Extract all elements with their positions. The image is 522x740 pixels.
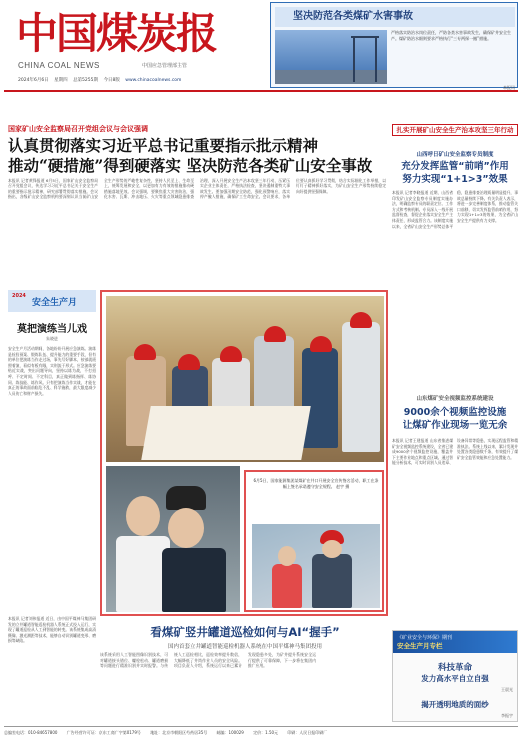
website-link[interactable]: www.chinacoalnews.com <box>125 78 182 83</box>
safety-month-logo <box>8 290 96 312</box>
safety-month-year: 2024 <box>12 293 26 299</box>
promo-byline: 本报讯 <box>503 85 515 90</box>
footer-price: 定价：1.50元 <box>253 730 279 735</box>
bottom-subhead: 国内首套立井罐道智能巡检机器人系统在中国平煤神马集团投用 <box>167 644 322 650</box>
sidebar-body: 本报讯 记者李晓报道 近期，山西省印发矿山安全监察专员制度实施办法，明确监察专员的职责定位、工作方式和考核机制。专员深入一线开展监督检查，督促企业落实安全生产主体责任，形成监管合力。该制度实施以来，全省矿山安全生产形势总体平稳，隐患排查治理质量明显提升，事故总量持续下降。有关负责人表示，将进一步完善制度体系，推动监管关口前移，切实发挥监管前哨作用，努力实现1+1>3的效果，为全省矿山安全生产提供有力支撑。 <box>392 190 518 229</box>
newspaper-english-name: CHINA COAL NEWS <box>18 61 100 70</box>
masthead-rule <box>4 90 518 92</box>
bottom-headline[interactable]: 看煤矿竖井罐道巡检如何与AI“握手” <box>150 625 340 639</box>
bottom-body: 该系统采用人工智能图像识别技术，可对罐道接头错位、螺栓松动、罐道磨损等问题进行精准识别并实时报警。与传统人工巡检相比，巡检效率提升数倍，大幅降低了井筒作业人员的安全风险。项目负责人介绍，系统运行以来已累计发现隐患多处，为矿井提升系统安全运行提供了可靠保障，下一步将在集团内推广应用。 <box>100 652 316 669</box>
sidebar-headline-line-1: 充分发挥监管“前哨”作用 <box>401 161 509 172</box>
journal-ad[interactable] <box>392 630 518 722</box>
ad-article-1-title[interactable]: 科技革命 <box>437 663 472 673</box>
video-headline-line-1: 9000余个视频监控设施 <box>403 407 507 418</box>
footer-address: 地址：北京市朝阳区芍药居35号 <box>150 730 208 735</box>
ad-article-1-subtitle: 发力高水平自立自强 <box>421 674 489 683</box>
column-body: 安全生产月活动期间，各地纷纷开展应急演练。演练是检验预案、锻炼队伍、提升能力的重要手段，但有的单位把演练当作走过场，事先写好脚本，按部就班照着演，看似有板有眼，实则流于形式。应急演练要贴近实战，突出问题导向，坚持以练为战，不打招呼、不定时间、不定科目，真正做到练指挥、练协同、练技能、练作风。只有把演练当作实战，才能在真正的事故面前临危不乱、科学施救，最大限度减少人员伤亡和财产损失。 <box>8 346 96 396</box>
headline-line-1: 认真贯彻落实习近平总书记重要指示批示精神 <box>8 136 319 155</box>
bottom-story-header <box>100 624 390 650</box>
ad-article-1-author: 王晨光 <box>501 687 513 692</box>
promo-box[interactable] <box>270 2 518 88</box>
photo-feature <box>100 290 388 616</box>
lead-headline[interactable] <box>8 136 386 176</box>
miner-with-child-photo <box>252 524 380 608</box>
sidebar-headline[interactable] <box>392 160 518 186</box>
dateline <box>18 77 268 83</box>
promo-text: 严格落实防治水岗位责任，严防各类水害事故发生，确保矿井安全生产。煤矿防治水细则要求严格执行“三专两探一撤”措施。 <box>391 30 511 41</box>
ad-article-2-author: 李振宇 <box>501 713 513 718</box>
issue-number: 总第5255期 <box>73 78 99 83</box>
column-title[interactable]: 莫把演练当儿戏 <box>17 324 87 335</box>
footer-license: 广告经营许可证：京东工商广字第0179号 <box>66 730 141 735</box>
video-headline-line-2: 让煤矿作业现场一览无余 <box>402 420 508 431</box>
issue-weekday: 星期四 <box>54 78 68 83</box>
page-count: 今日8版 <box>103 78 120 83</box>
ad-banner-title: 安全生产月专栏 <box>397 642 443 650</box>
masthead <box>4 4 266 88</box>
masthead-slogan: 中国应急管理部主管 <box>142 63 188 69</box>
sidebar-subhead: 山西呼日矿山安全监察专员制度 <box>416 152 494 158</box>
column-author: 朱晓进 <box>46 336 58 341</box>
newspaper-logo: 中国煤炭报 <box>16 9 217 58</box>
page-footer <box>4 726 518 738</box>
mine-tower-image <box>275 30 387 84</box>
issue-date: 2024年6月6日 <box>18 78 49 83</box>
ad-banner-text: 《矿业安全与环保》期刊 <box>397 635 453 641</box>
lead-body: 本报讯 记者黄锋报道 6月5日，国家矿山安全监察局召开党组会议，传达学习习近平总书记关于安全生产的重要指示批示精神，研究部署贯彻落实措施。会议指出，各级矿山安全监察机构要深刻认识当前矿山安全生产形势的严峻性复杂性，坚持人民至上、生命至上，统筹发展和安全，以更加有力有效的措施推动硬措施落地见效。会议强调，要聚焦重大灾害防治，强化水害、瓦斯、冲击地压、火灾等重点领域隐患排查治理，深入开展安全生产治本攻坚三年行动，压紧压实企业主体责任，严格执法检查，坚决遏制重特大事故发生。要加强汛期安全防范，强化预警响应，落实停产撤人措施，确保矿工生命安全。会议要求，各单位要认真抓好学习贯彻，结合实际细化工作举措，以钉钉子精神抓好落实，为矿山安全生产形势持续稳定向好提供坚强保障。 <box>8 178 386 200</box>
footer-phone: 总编室电话：010-84657800 <box>4 730 58 735</box>
video-story-subhead: 山东煤矿安全视频监控系统建设 <box>416 396 494 402</box>
safety-month-label: 安全生产月 <box>32 298 78 308</box>
signature-banner <box>141 406 311 460</box>
ad-banner <box>393 631 517 653</box>
footer-printer: 印刷：人民日报印刷厂 <box>287 730 328 735</box>
lead-kicker: 国家矿山安全监察局召开党组会议与会议强调 <box>8 125 148 133</box>
photo-caption-box <box>244 470 384 612</box>
headline-line-2: 推动“硬措施”得到硬落实 坚决防范各类矿山安全事故 <box>8 156 373 175</box>
video-story-body: 本报讯 记者王建报道 山东省推进煤矿安全视频监控系统建设，全省已建成9000余个视频监控设施，覆盖井下主要作业地点和重点区域。通过智能分析技术，可实时识别人员违章、设备异常等隐患，实现远程监管和精准执法。系统上线以来，累计发现并处置各类隐患数千条，有效提升了煤矿安全监管效能和应急处置能力。 <box>392 438 518 466</box>
bottom-left-body: 本报讯 记者刘伟报道 近日，由中国平煤神马集团研发的立井罐道智能巡检机器人系统正式投入运行，实现了罐道巡检从人工到智能的转变。该系统集成高清摄像、激光测距等技术，能够自动识别罐道变形、磨损等缺陷。 <box>8 616 96 644</box>
signing-event-photo <box>106 296 384 462</box>
footer-postcode: 邮编：100029 <box>216 730 244 735</box>
sidebar-kicker: 扎实开展矿山安全生产治本攻坚三年行动 <box>392 124 518 136</box>
miner-family-photo <box>106 466 240 612</box>
promo-title: 坚决防范各类煤矿水害事故 <box>275 7 515 27</box>
ad-article-2-title[interactable]: 揭开透明地质的面纱 <box>421 700 489 709</box>
sidebar-headline-line-2: 努力实现“1+1>3”效果 <box>402 174 508 185</box>
video-story-headline[interactable] <box>392 406 518 432</box>
photo-caption: 6月5日，国家能源集团某煤矿在井口开展安全宣传签名活动，职工在条幅上签名承诺遵守安全规程。 赵宇 摄 <box>253 478 379 489</box>
